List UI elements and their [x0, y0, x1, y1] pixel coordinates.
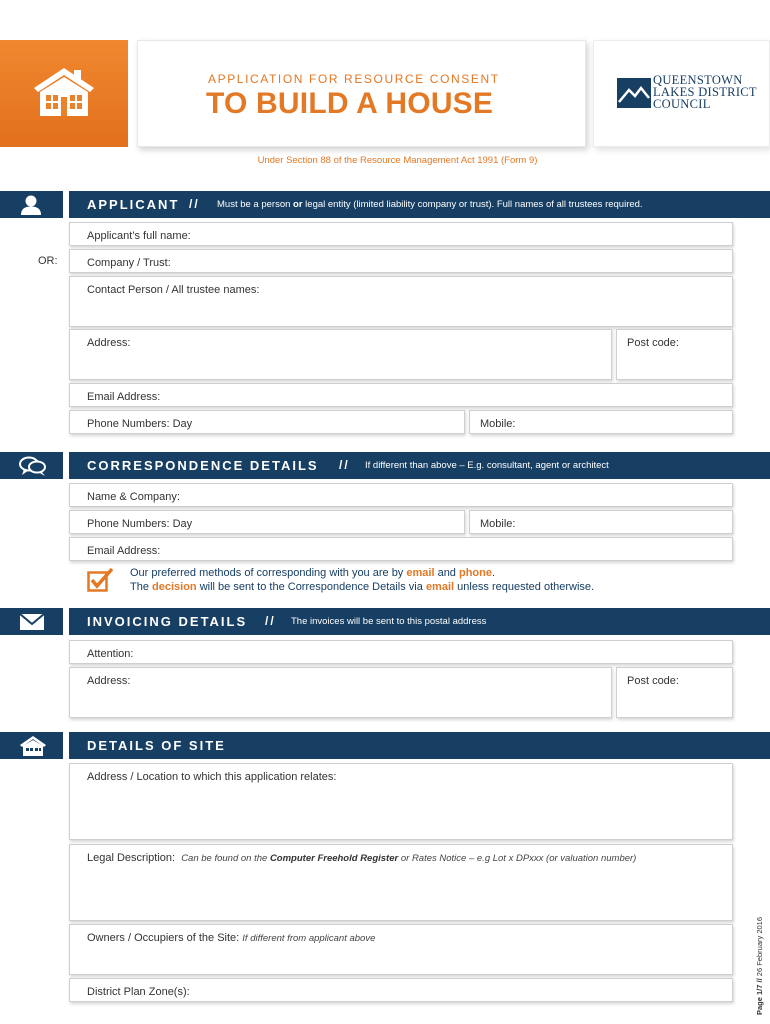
correspondence-note: If different than above – E.g. consultant, agent or architect [365, 460, 609, 471]
attention-label: Attention: [87, 648, 134, 660]
legal-description-label [87, 852, 636, 864]
correspondence-phone-field[interactable] [69, 510, 465, 534]
applicant-address-field[interactable] [69, 329, 612, 380]
applicant-mobile-field[interactable] [469, 410, 733, 434]
name-company-field[interactable] [69, 483, 733, 507]
applicant-full-name-field[interactable] [69, 222, 733, 246]
envelope-icon [18, 611, 46, 633]
owners-occupiers-title: Owners / Occupiers of the Site: [87, 932, 240, 944]
pref-email-highlight: email [406, 567, 435, 579]
correspondence-separator: // [339, 458, 350, 472]
invoicing-address-label: Address: [87, 675, 131, 687]
page-footer [755, 917, 764, 1015]
correspondence-email-label: Email Address: [87, 545, 161, 557]
name-company-label: Name & Company: [87, 491, 180, 503]
applicant-note-start: Must be a person [217, 199, 294, 210]
legal-description-title: Legal Description: [87, 852, 176, 864]
footer-date: 26 February 2016 [755, 916, 764, 977]
house-icon [30, 64, 98, 120]
applicant-note-end: legal entity (limited liability company or trust). Full names of all trustees required. [302, 199, 643, 210]
applicant-icon-tile [0, 191, 63, 218]
applicant-email-field[interactable] [69, 383, 733, 407]
invoicing-title: INVOICING DETAILS [87, 614, 248, 629]
form-subheading: APPLICATION FOR RESOURCE CONSENT [208, 72, 500, 86]
correspondence-mobile-field[interactable] [469, 510, 733, 534]
owners-hint: If different from applicant above [242, 933, 376, 944]
pref-text-and: and [434, 567, 459, 579]
owners-occupiers-field[interactable] [69, 924, 733, 975]
contact-person-label: Contact Person / All trustee names: [87, 284, 260, 296]
company-trust-field[interactable] [69, 249, 733, 273]
legal-hint-start: Can be found on the [181, 853, 270, 864]
invoicing-note: The invoices will be sent to this postal address [291, 616, 487, 627]
pref-email2-highlight: email [425, 580, 455, 593]
pref-text-a: Our preferred methods of corresponding with you are by [130, 567, 407, 579]
applicant-mobile-label: Mobile: [480, 418, 516, 430]
logo-line-2: LAKES DISTRICT [653, 85, 757, 99]
invoicing-postcode-field[interactable] [616, 667, 733, 718]
preferred-contact-line-2 [130, 581, 594, 595]
preferred-contact-line-1 [130, 567, 594, 581]
applicant-postcode-field[interactable] [616, 329, 733, 380]
preferred-contact-note [130, 567, 594, 594]
correspondence-title: CORRESPONDENCE DETAILS [87, 458, 319, 473]
council-name [653, 74, 757, 110]
person-icon [18, 194, 44, 216]
site-house-icon [18, 735, 48, 757]
district-plan-zone-label: District Plan Zone(s): [87, 986, 190, 998]
applicant-full-name-label: Applicant’s full name: [87, 230, 191, 242]
pref-text-the: The [130, 580, 153, 593]
site-section-header [69, 732, 770, 759]
site-address-label: Address / Location to which this application relates: [87, 771, 337, 783]
applicant-note-bold: or [293, 199, 303, 210]
correspondence-phone-label: Phone Numbers: Day [87, 518, 193, 530]
pref-text-b: will be sent to the Correspondence Details via [196, 580, 426, 593]
district-plan-zone-field[interactable] [69, 978, 733, 1002]
applicant-note [217, 199, 643, 210]
applicant-section-header [69, 191, 770, 218]
page-number: Page 1/7 [755, 984, 764, 1015]
contact-person-field[interactable] [69, 276, 733, 327]
site-address-field[interactable] [69, 763, 733, 840]
invoicing-address-field[interactable] [69, 667, 612, 718]
invoicing-postcode-label: Post code: [627, 675, 679, 687]
form-title: TO BUILD A HOUSE [206, 87, 494, 120]
site-title: DETAILS OF SITE [87, 738, 226, 753]
title-card [137, 40, 586, 147]
footer-separator: // [755, 978, 764, 983]
applicant-phone-field[interactable] [69, 410, 465, 434]
owners-occupiers-label [87, 932, 375, 944]
or-label: OR: [38, 255, 58, 267]
correspondence-mobile-label: Mobile: [480, 518, 516, 530]
company-trust-label: Company / Trust: [87, 257, 171, 269]
legal-hint-end: or Rates Notice – e.g Lot x DPxxx (or valuation number) [398, 853, 637, 864]
pref-phone-highlight: phone [458, 567, 492, 579]
pref-decision-highlight: decision [152, 580, 197, 593]
invoicing-separator: // [265, 614, 276, 628]
header-house-tile [0, 40, 128, 147]
mountain-logo-icon [617, 78, 651, 108]
applicant-address-label: Address: [87, 337, 131, 349]
invoicing-section-header [69, 608, 770, 635]
pref-text-c: unless requested otherwise. [454, 580, 595, 593]
applicant-postcode-label: Post code: [627, 337, 679, 349]
correspondence-email-field[interactable] [69, 537, 733, 561]
applicant-separator: // [189, 197, 200, 211]
logo-line-3: COUNCIL [653, 97, 711, 111]
legal-description-field[interactable] [69, 844, 733, 921]
act-reference: Under Section 88 of the Resource Management Act 1991 (Form 9) [257, 155, 538, 166]
speech-bubbles-icon [18, 455, 48, 477]
pref-text-dot: . [491, 567, 496, 579]
applicant-email-label: Email Address: [87, 391, 161, 403]
logo-line-1: QUEENSTOWN [653, 73, 743, 87]
site-icon-tile [0, 732, 63, 759]
correspondence-icon-tile [0, 452, 63, 479]
applicant-title: APPLICANT [87, 197, 180, 212]
correspondence-section-header [69, 452, 770, 479]
applicant-phone-label: Phone Numbers: Day [87, 418, 193, 430]
attention-field[interactable] [69, 640, 733, 664]
legal-hint-bold: Computer Freehold Register [269, 853, 399, 864]
invoicing-icon-tile [0, 608, 63, 635]
checkbox-check-icon [87, 567, 115, 593]
council-logo [593, 40, 770, 147]
